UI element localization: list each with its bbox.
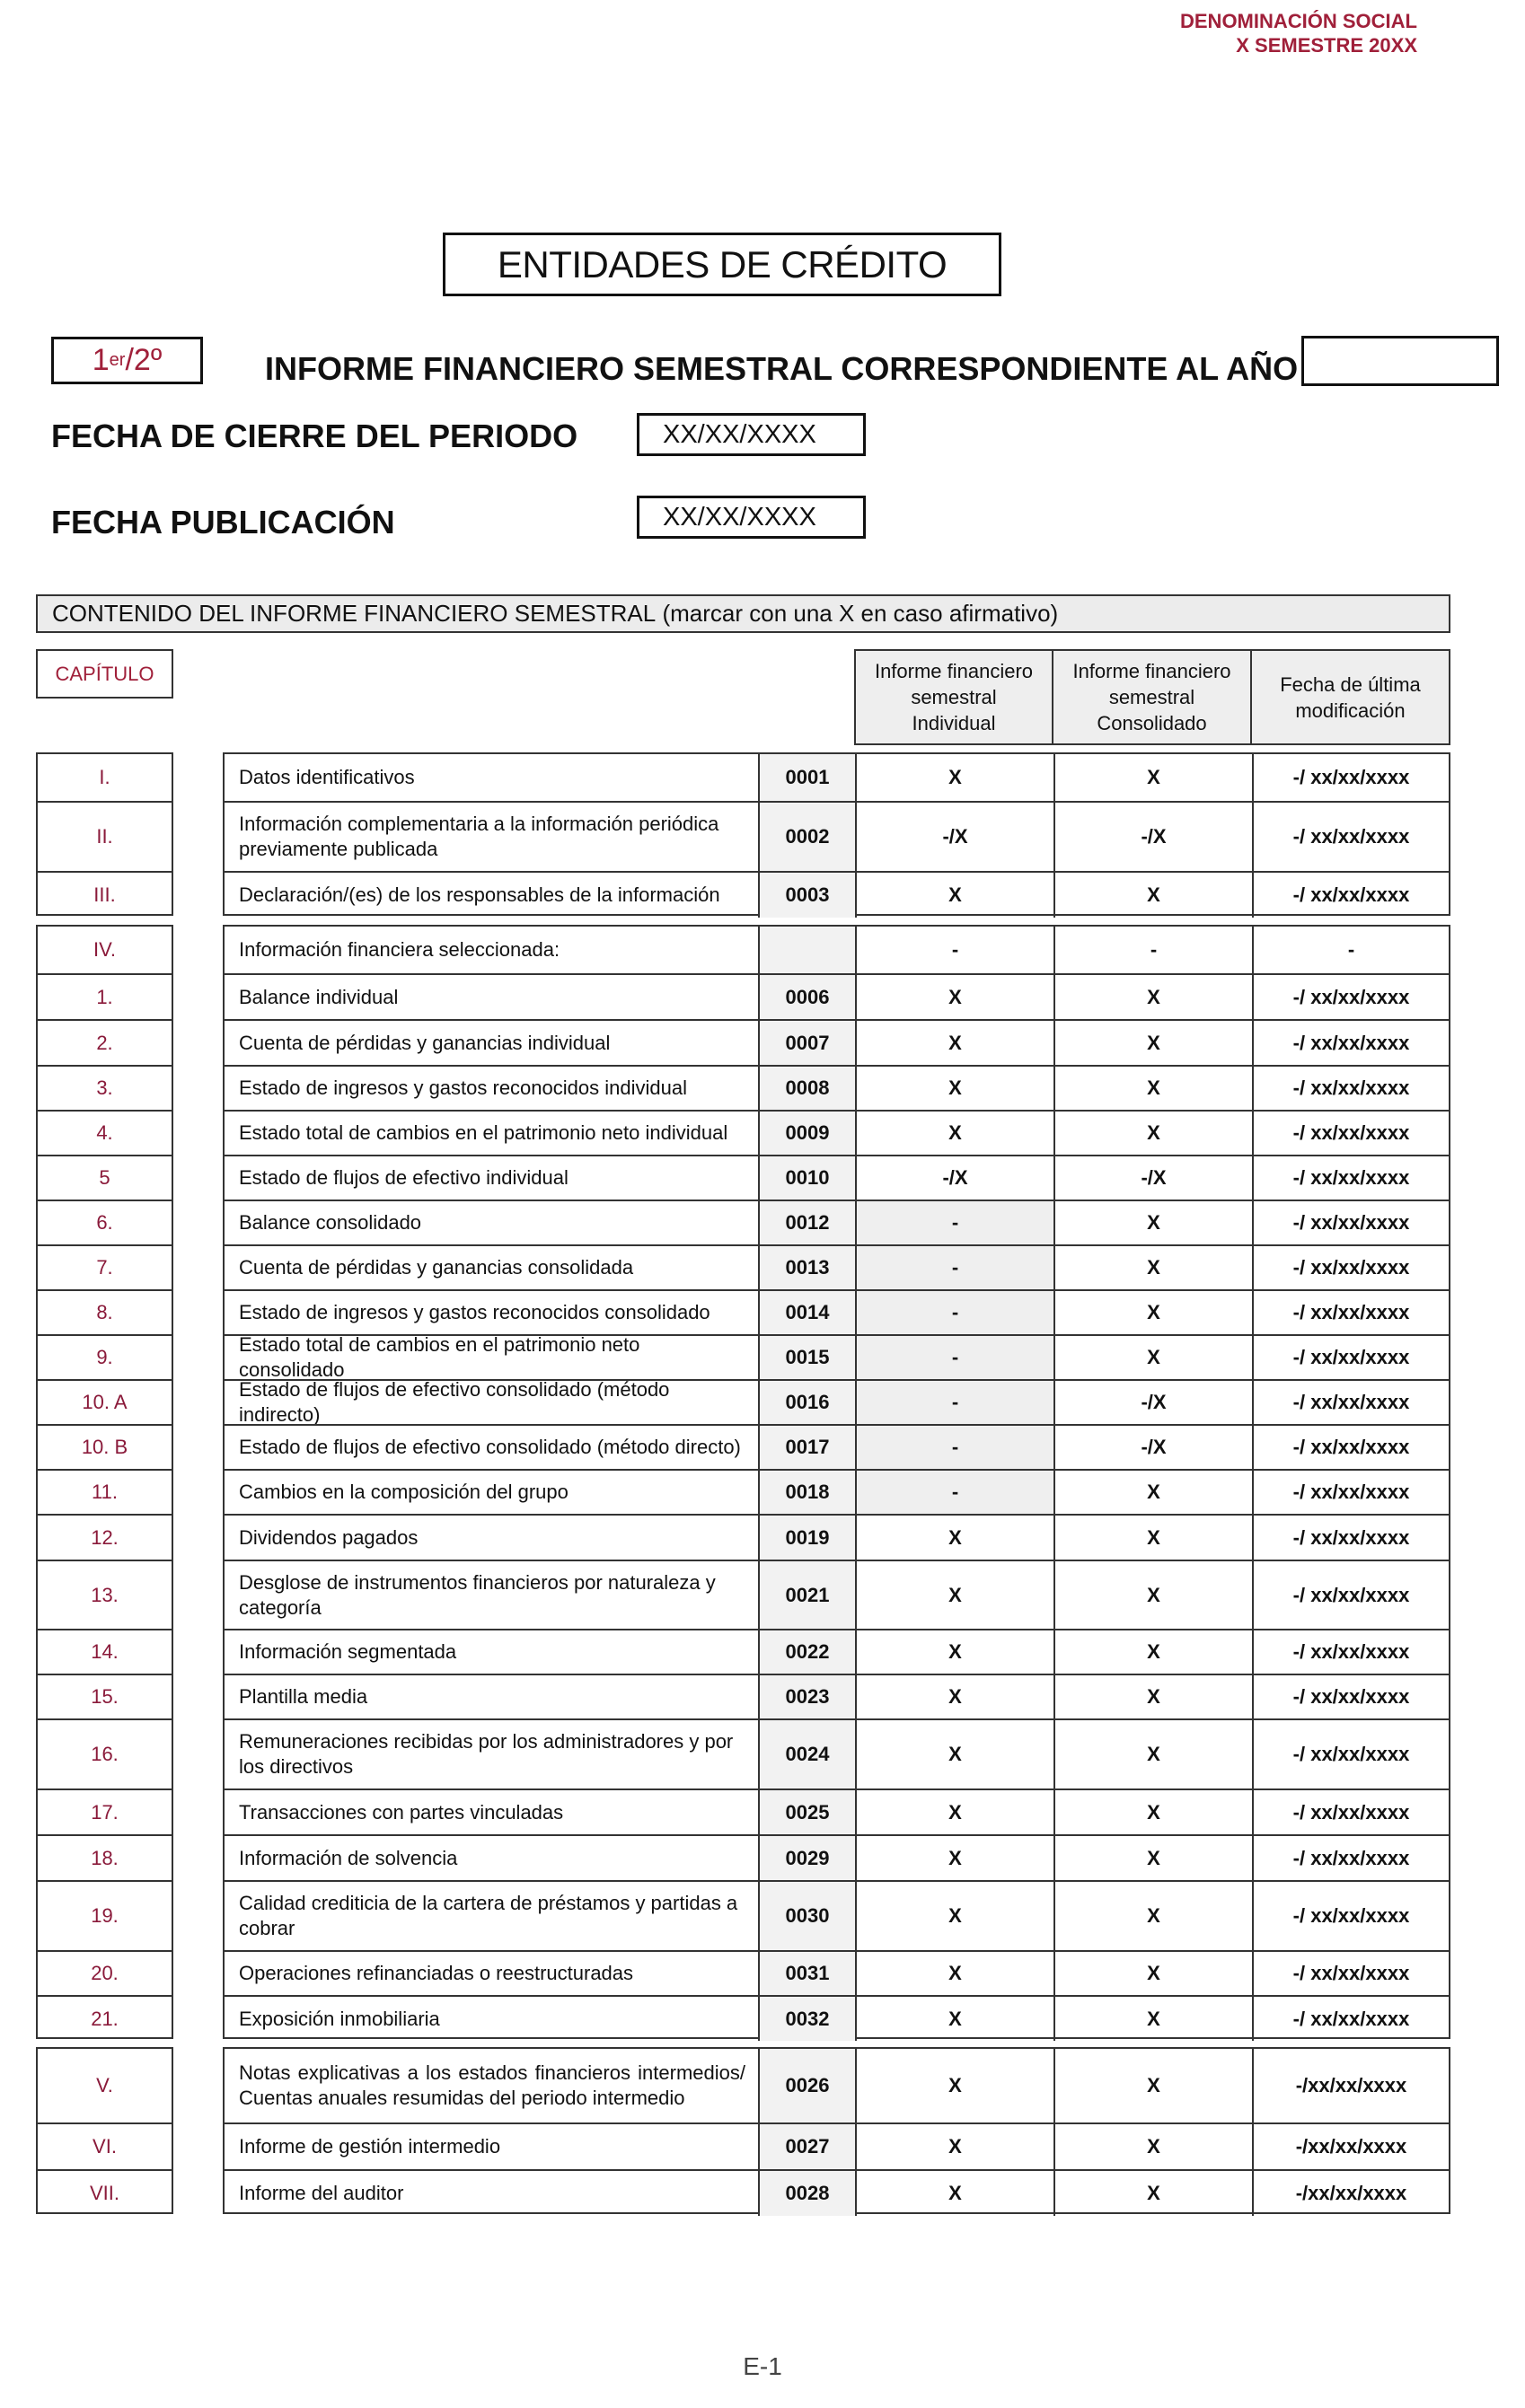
- table-row: [225, 1950, 1449, 1995]
- chapter-label: 10. B: [38, 1424, 172, 1469]
- consolidado-header-line: Informe financiero: [1072, 660, 1231, 682]
- row-code: 0019: [760, 1516, 857, 1560]
- row-code: 0017: [760, 1426, 857, 1469]
- section-table: [223, 2047, 1450, 2214]
- consolidado-mark-cell[interactable]: X: [1055, 754, 1254, 801]
- consolidado-mark-cell[interactable]: X: [1055, 1952, 1254, 1995]
- fecha-modificacion-cell[interactable]: -/ xx/xx/xxxx: [1292, 1301, 1410, 1323]
- chapter-label: 14.: [38, 1629, 172, 1674]
- fecha-modificacion-cell[interactable]: -/ xx/xx/xxxx: [1292, 1800, 1410, 1824]
- semester-selector[interactable]: [51, 337, 203, 384]
- consolidado-mark-cell[interactable]: -: [1055, 927, 1254, 973]
- row-description: Cuenta de pérdidas y ganancias individual: [225, 1021, 760, 1065]
- fecha-modificacion-cell[interactable]: -/ xx/xx/xxxx: [1292, 1904, 1410, 1927]
- chapter-label: VII.: [38, 2169, 172, 2216]
- fecha-modificacion-cell[interactable]: -/ xx/xx/xxxx: [1292, 1583, 1410, 1606]
- fecha-modificacion-cell[interactable]: -/ xx/xx/xxxx: [1292, 1525, 1410, 1549]
- individual-mark-cell[interactable]: X: [857, 1067, 1055, 1110]
- consolidado-mark-cell[interactable]: X: [1055, 1516, 1254, 1560]
- chapter-label: II.: [38, 801, 172, 871]
- fecha-publicacion-field[interactable]: XX/XX/XXXX: [637, 496, 866, 539]
- semester-label: X SEMESTRE 20XX: [1236, 34, 1417, 57]
- fecha-modificacion-cell[interactable]: -/ xx/xx/xxxx: [1292, 1962, 1410, 1984]
- consolidado-mark-cell[interactable]: X: [1055, 975, 1254, 1019]
- table-row: [225, 1788, 1449, 1834]
- individual-mark-cell[interactable]: X: [857, 1021, 1055, 1065]
- row-code: 0007: [760, 1021, 857, 1065]
- chapter-label: 4.: [38, 1110, 172, 1155]
- individual-mark-cell[interactable]: -: [857, 1201, 1055, 1244]
- fecha-modificacion-cell[interactable]: -/ xx/xx/xxxx: [1292, 1685, 1410, 1708]
- individual-header-line: Individual: [912, 712, 996, 734]
- chapter-label: 1.: [38, 973, 172, 1019]
- row-description: Estado de flujos de efectivo individual: [225, 1156, 760, 1200]
- table-row: [225, 1200, 1449, 1244]
- chapter-label: VI.: [38, 2122, 172, 2169]
- row-code: 0013: [760, 1246, 857, 1289]
- chapter-label: 20.: [38, 1950, 172, 1995]
- table-row: [225, 1674, 1449, 1718]
- fecha-cierre-field[interactable]: XX/XX/XXXX: [637, 413, 866, 456]
- fecha-modificacion-cell[interactable]: -/ xx/xx/xxxx: [1292, 1640, 1410, 1663]
- chapter-label: 13.: [38, 1560, 172, 1629]
- fecha-modificacion-cell[interactable]: -: [1347, 938, 1355, 961]
- table-row: [225, 2122, 1449, 2169]
- row-description: Estado de ingresos y gastos reconocidos individual: [225, 1067, 760, 1110]
- chapter-label: 17.: [38, 1788, 172, 1834]
- table-row: [225, 1560, 1449, 1629]
- chapter-label: 21.: [38, 1995, 172, 2041]
- row-code: 0029: [760, 1836, 857, 1880]
- company-name: DENOMINACIÓN SOCIAL: [1180, 10, 1417, 32]
- row-code: 0030: [760, 1882, 857, 1950]
- table-row: [225, 1718, 1449, 1788]
- row-code: 0028: [760, 2171, 857, 2216]
- chapter-label: 18.: [38, 1834, 172, 1880]
- row-description: Información financiera seleccionada:: [225, 927, 760, 973]
- individual-mark-cell[interactable]: X: [857, 2049, 1055, 2122]
- row-code: 0027: [760, 2124, 857, 2169]
- fecha-modificacion-cell[interactable]: -/ xx/xx/xxxx: [1292, 1031, 1410, 1054]
- consolidado-mark-cell[interactable]: X: [1055, 1246, 1254, 1289]
- fecha-cierre-label: FECHA DE CIERRE DEL PERIODO: [51, 417, 578, 454]
- row-code: 0025: [760, 1790, 857, 1834]
- consolidado-mark-cell[interactable]: X: [1055, 1882, 1254, 1950]
- individual-mark-cell[interactable]: -: [857, 1471, 1055, 1514]
- chapter-label: 11.: [38, 1469, 172, 1514]
- fecha-modificacion-cell[interactable]: -/ xx/xx/xxxx: [1292, 2007, 1410, 2030]
- row-description: Declaración/(es) de los responsables de la información: [225, 873, 760, 918]
- row-code: 0012: [760, 1201, 857, 1244]
- row-description: Remuneraciones recibidas por los administradores y por los directivos: [225, 1720, 760, 1788]
- row-description: Información segmentada: [225, 1630, 760, 1674]
- table-row: [225, 1155, 1449, 1200]
- consolidado-column-header: [1052, 649, 1252, 745]
- row-code: 0021: [760, 1561, 857, 1629]
- fecha-header-line: Fecha de última: [1280, 672, 1421, 696]
- fecha-modificacion-cell[interactable]: -/xx/xx/xxxx: [1295, 2135, 1407, 2158]
- table-row: [225, 801, 1449, 871]
- table-row: [225, 1110, 1449, 1155]
- row-description: Desglose de instrumentos financieros por naturaleza y categoría: [225, 1561, 760, 1629]
- year-field[interactable]: [1301, 336, 1499, 386]
- row-code: 0010: [760, 1156, 857, 1200]
- fecha-modificacion-cell[interactable]: -/ xx/xx/xxxx: [1292, 1481, 1410, 1503]
- individual-header-line: Informe financiero: [874, 660, 1034, 682]
- table-row: [225, 1514, 1449, 1560]
- contenido-banner: [36, 594, 1450, 633]
- individual-mark-cell[interactable]: X: [857, 1112, 1055, 1155]
- consolidado-mark-cell[interactable]: X: [1055, 1336, 1254, 1379]
- individual-mark-cell[interactable]: X: [857, 1630, 1055, 1674]
- consolidado-mark-cell[interactable]: -/X: [1055, 1156, 1254, 1200]
- row-description: Estado de ingresos y gastos reconocidos consolidado: [225, 1291, 760, 1334]
- row-code: 0018: [760, 1471, 857, 1514]
- consolidado-mark-cell[interactable]: -/X: [1055, 803, 1254, 871]
- row-description: Datos identificativos: [225, 754, 760, 801]
- row-code: 0014: [760, 1291, 857, 1334]
- row-code: 0026: [760, 2049, 857, 2122]
- consolidado-mark-cell[interactable]: X: [1055, 1675, 1254, 1718]
- row-description: Informe del auditor: [225, 2171, 760, 2216]
- individual-mark-cell[interactable]: X: [857, 975, 1055, 1019]
- chapter-label: 10. A: [38, 1379, 172, 1424]
- chapter-label: 16.: [38, 1718, 172, 1788]
- row-code: 0009: [760, 1112, 857, 1155]
- row-code: 0008: [760, 1067, 857, 1110]
- individual-mark-cell[interactable]: X: [857, 873, 1055, 918]
- chapter-label: 15.: [38, 1674, 172, 1718]
- consolidado-mark-cell[interactable]: X: [1055, 1720, 1254, 1788]
- row-code: 0006: [760, 975, 857, 1019]
- individual-mark-cell[interactable]: X: [857, 1882, 1055, 1950]
- fecha-modificacion-cell[interactable]: -/ xx/xx/xxxx: [1292, 1121, 1410, 1144]
- row-code: 0032: [760, 1997, 857, 2041]
- table-row: [225, 2049, 1449, 2122]
- chapter-label: 7.: [38, 1244, 172, 1289]
- informe-title: INFORME FINANCIERO SEMESTRAL CORRESPONDIENTE AL AÑO: [265, 350, 1299, 387]
- fecha-modificacion-cell[interactable]: -/ xx/xx/xxxx: [1292, 1346, 1410, 1368]
- semester-first: 1: [92, 343, 110, 377]
- row-code: 0001: [760, 754, 857, 801]
- row-description: Balance consolidado: [225, 1201, 760, 1244]
- row-description: Cuenta de pérdidas y ganancias consolidada: [225, 1246, 760, 1289]
- chapter-label: 19.: [38, 1880, 172, 1950]
- capitulo-header: CAPÍTULO: [36, 649, 173, 699]
- chapter-label: 3.: [38, 1065, 172, 1110]
- individual-mark-cell[interactable]: -: [857, 1426, 1055, 1469]
- table-row: [225, 871, 1449, 918]
- row-description: Estado de flujos de efectivo consolidado (método directo): [225, 1426, 760, 1469]
- individual-mark-cell[interactable]: X: [857, 2124, 1055, 2169]
- row-description: Plantilla media: [225, 1675, 760, 1718]
- chapter-label: 6.: [38, 1200, 172, 1244]
- row-code: 0002: [760, 803, 857, 871]
- semester-separator: /: [125, 343, 134, 377]
- consolidado-header-line: semestral: [1108, 686, 1195, 708]
- individual-column-header: [854, 649, 1053, 745]
- document-title: ENTIDADES DE CRÉDITO: [443, 233, 1001, 296]
- individual-mark-cell[interactable]: -: [857, 1291, 1055, 1334]
- table-row: [225, 1995, 1449, 2041]
- table-row: [225, 1244, 1449, 1289]
- row-description: Estado total de cambios en el patrimonio neto individual: [225, 1112, 760, 1155]
- fecha-publicacion-label: FECHA PUBLICACIÓN: [51, 504, 395, 540]
- page-number: E-1: [743, 2352, 782, 2380]
- table-row: [225, 1469, 1449, 1514]
- row-code: 0022: [760, 1630, 857, 1674]
- table-row: [225, 973, 1449, 1019]
- individual-mark-cell[interactable]: -: [857, 1246, 1055, 1289]
- row-description: Información de solvencia: [225, 1836, 760, 1880]
- individual-mark-cell[interactable]: -/X: [857, 803, 1055, 871]
- individual-mark-cell[interactable]: X: [857, 1952, 1055, 1995]
- fecha-modificacion-cell[interactable]: -/xx/xx/xxxx: [1295, 2182, 1407, 2204]
- section-table: [223, 925, 1450, 2039]
- table-row: [225, 1065, 1449, 1110]
- consolidado-mark-cell[interactable]: X: [1055, 2049, 1254, 2122]
- table-row: [225, 1334, 1449, 1379]
- individual-mark-cell[interactable]: X: [857, 1720, 1055, 1788]
- fecha-modificacion-cell[interactable]: -/ xx/xx/xxxx: [1292, 1436, 1410, 1458]
- individual-mark-cell[interactable]: X: [857, 1997, 1055, 2041]
- row-description: Informe de gestión intermedio: [225, 2124, 760, 2169]
- consolidado-mark-cell[interactable]: -/X: [1055, 1426, 1254, 1469]
- fecha-header-line: modificación: [1295, 699, 1406, 722]
- consolidado-mark-cell[interactable]: X: [1055, 1471, 1254, 1514]
- row-code: [760, 927, 857, 973]
- row-description: Calidad crediticia de la cartera de préstamos y partidas a cobrar: [225, 1882, 760, 1950]
- fecha-modificacion-cell[interactable]: -/ xx/xx/xxxx: [1292, 883, 1410, 906]
- consolidado-mark-cell[interactable]: X: [1055, 1291, 1254, 1334]
- table-row: [225, 1629, 1449, 1674]
- fecha-modificacion-cell[interactable]: -/ xx/xx/xxxx: [1292, 1211, 1410, 1234]
- row-description: Exposición inmobiliaria: [225, 1997, 760, 2041]
- chapter-label: 12.: [38, 1514, 172, 1560]
- fecha-modificacion-cell[interactable]: -/ xx/xx/xxxx: [1292, 1743, 1410, 1765]
- consolidado-mark-cell[interactable]: X: [1055, 2124, 1254, 2169]
- chapter-label: III.: [38, 871, 172, 918]
- semester-second: 2º: [133, 343, 163, 377]
- chapter-label: 2.: [38, 1019, 172, 1065]
- consolidado-mark-cell[interactable]: X: [1055, 1112, 1254, 1155]
- fecha-modificacion-cell[interactable]: -/ xx/xx/xxxx: [1292, 825, 1410, 848]
- row-code: 0024: [760, 1720, 857, 1788]
- chapter-label: IV.: [93, 938, 116, 961]
- consolidado-mark-cell[interactable]: X: [1055, 1836, 1254, 1880]
- table-row: [225, 1289, 1449, 1334]
- table-row: [225, 1880, 1449, 1950]
- consolidado-mark-cell[interactable]: -/X: [1055, 1381, 1254, 1424]
- individual-mark-cell[interactable]: -: [857, 1381, 1055, 1424]
- table-row: [225, 1424, 1449, 1469]
- consolidado-mark-cell[interactable]: X: [1055, 2171, 1254, 2216]
- fecha-modificacion-cell[interactable]: -/ xx/xx/xxxx: [1292, 1166, 1410, 1189]
- fecha-modificacion-cell[interactable]: -/ xx/xx/xxxx: [1292, 1391, 1410, 1413]
- fecha-modificacion-cell[interactable]: -/ xx/xx/xxxx: [1292, 985, 1410, 1008]
- fecha-modificacion-cell[interactable]: -/ xx/xx/xxxx: [1292, 766, 1410, 788]
- fecha-modificacion-cell[interactable]: -/ xx/xx/xxxx: [1292, 1077, 1410, 1099]
- row-description: Notas explicativas a los estados financieros intermedios/ Cuentas anuales resumidas del periodo intermedio: [225, 2049, 760, 2122]
- row-description: Dividendos pagados: [225, 1516, 760, 1560]
- table-row: [225, 1379, 1449, 1424]
- consolidado-mark-cell[interactable]: X: [1055, 873, 1254, 918]
- table-row: [225, 1019, 1449, 1065]
- row-description: Estado total de cambios en el patrimonio neto consolidado: [225, 1336, 760, 1379]
- consolidado-mark-cell[interactable]: X: [1055, 1021, 1254, 1065]
- consolidado-mark-cell[interactable]: X: [1055, 1997, 1254, 2041]
- consolidado-mark-cell[interactable]: X: [1055, 1790, 1254, 1834]
- row-description: Balance individual: [225, 975, 760, 1019]
- chapter-label: 5: [38, 1155, 172, 1200]
- row-description: Estado de flujos de efectivo consolidado (método indirecto): [225, 1381, 760, 1424]
- contenido-note: (marcar con una X en caso afirmativo): [662, 600, 1059, 627]
- chapter-column: [36, 752, 173, 916]
- section-table: [223, 752, 1450, 916]
- chapter-label: 9.: [38, 1334, 172, 1379]
- table-row: [225, 754, 1449, 801]
- consolidado-header-line: Consolidado: [1097, 712, 1207, 734]
- individual-mark-cell[interactable]: X: [857, 1561, 1055, 1629]
- individual-mark-cell[interactable]: -: [857, 927, 1055, 973]
- row-code: 0031: [760, 1952, 857, 1995]
- individual-mark-cell[interactable]: X: [857, 1516, 1055, 1560]
- chapter-label: 8.: [38, 1289, 172, 1334]
- fecha-modificacion-column-header: [1250, 649, 1450, 745]
- document-header: [1180, 9, 1417, 57]
- individual-mark-cell[interactable]: X: [857, 1790, 1055, 1834]
- consolidado-mark-cell[interactable]: X: [1055, 1630, 1254, 1674]
- table-row: [225, 1834, 1449, 1880]
- individual-mark-cell[interactable]: X: [857, 2171, 1055, 2216]
- row-description: Información complementaria a la información periódica previamente publicada: [225, 803, 760, 871]
- row-code: 0016: [760, 1381, 857, 1424]
- individual-mark-cell[interactable]: -: [857, 1336, 1055, 1379]
- table-row: [225, 927, 1449, 973]
- consolidado-mark-cell[interactable]: X: [1055, 1561, 1254, 1629]
- chapter-label: I.: [99, 766, 110, 788]
- chapter-label: V.: [96, 2074, 113, 2096]
- individual-header-line: semestral: [911, 686, 997, 708]
- consolidado-mark-cell[interactable]: X: [1055, 1067, 1254, 1110]
- row-description: Transacciones con partes vinculadas: [225, 1790, 760, 1834]
- individual-mark-cell[interactable]: X: [857, 1675, 1055, 1718]
- row-code: 0003: [760, 873, 857, 918]
- row-code: 0023: [760, 1675, 857, 1718]
- individual-mark-cell[interactable]: X: [857, 754, 1055, 801]
- row-description: Cambios en la composición del grupo: [225, 1471, 760, 1514]
- row-description: Operaciones refinanciadas o reestructuradas: [225, 1952, 760, 1995]
- table-row: [225, 2169, 1449, 2216]
- row-code: 0015: [760, 1336, 857, 1379]
- semester-first-suffix: er: [109, 350, 126, 370]
- fecha-modificacion-cell[interactable]: -/xx/xx/xxxx: [1295, 2074, 1407, 2096]
- individual-mark-cell[interactable]: -/X: [857, 1156, 1055, 1200]
- fecha-modificacion-cell[interactable]: -/ xx/xx/xxxx: [1292, 1846, 1410, 1869]
- chapter-column: [36, 925, 173, 2039]
- fecha-modificacion-cell[interactable]: -/ xx/xx/xxxx: [1292, 1256, 1410, 1279]
- chapter-column: [36, 2047, 173, 2214]
- individual-mark-cell[interactable]: X: [857, 1836, 1055, 1880]
- contenido-title: CONTENIDO DEL INFORME FINANCIERO SEMESTRAL: [52, 600, 657, 627]
- consolidado-mark-cell[interactable]: X: [1055, 1201, 1254, 1244]
